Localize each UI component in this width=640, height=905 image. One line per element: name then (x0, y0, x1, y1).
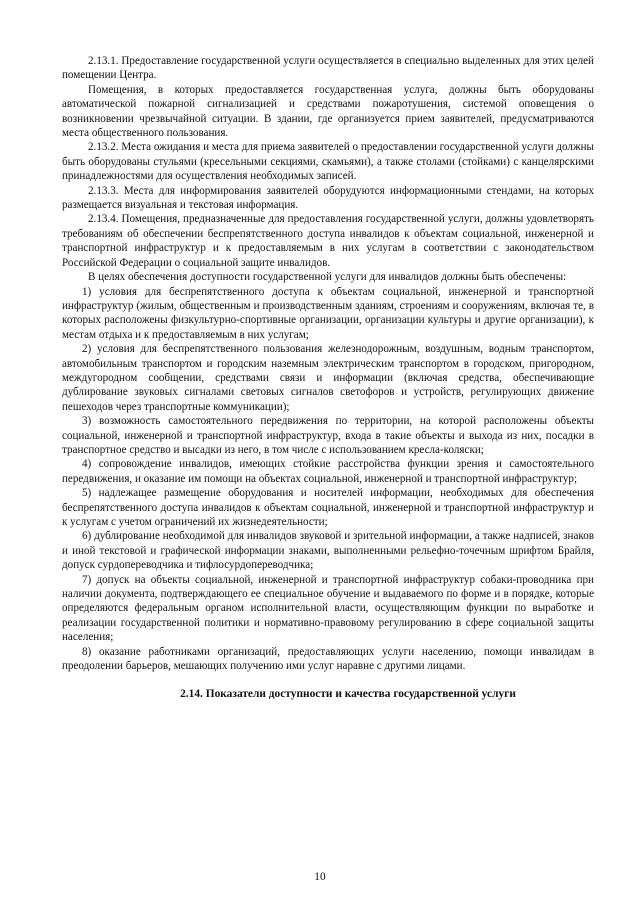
paragraph-2-13-3: 2.13.3. Места для информирования заявителей оборудуются информационными стендами, на которых размещается визуальная и текстовая информация. (62, 184, 594, 212)
list-item: 2) условия для беспрепятственного пользования железнодорожным, воздушным, водным транспортом, автомобильным транспортом и городским наземным электрическим транспортом в городском, пригородном, междугородном сообщении, средствами связи и информации (включая средства, обеспечивающие дублирование звуковых сигналами световых сигналов светофоров и устройств, регулирующих движение пешеходов через транспортные коммуникации); (62, 343, 594, 413)
paragraph-2-13-1: 2.13.1. Предоставление государственной услуги осуществляется в специально выделенных для этих целей помещении Центра. (62, 55, 594, 82)
paragraph-accessibility-intro: В целях обеспечения доступности государственной услуги для инвалидов должны быть обеспечены: (88, 271, 567, 284)
document-page (62, 54, 594, 702)
list-item: 6) дублирование необходимой для инвалидов звуковой и зрительной информации, а также надписей, знаков и иной текстовой и графической информации знаками, выполненными рельефно-точечным шрифтом Брайля, допуск сурдопереводчика и тифлосурдопереводчика; (62, 530, 594, 572)
paragraph-2-13-2: 2.13.2. Места ожидания и места для приема заявителей о предоставлении государственной услуги должны быть оборудованы стульями (кресельными секциями, скамьями), а также столами (стойками) с канцелярскими принадлежностями для осуществления необходимых записей. (62, 141, 594, 183)
list-item: 8) оказание работниками организаций, предоставляющих услуги населению, помощи инвалидам в преодолении барьеров, мешающих получению ими услуг наравне с другими лицами. (62, 645, 594, 673)
list-item: 4) сопровождение инвалидов, имеющих стойкие расстройства функции зрения и самостоятельного передвижения, и оказание им помощи на объектах социальной, инженерной и транспортной инфраструктур; (62, 458, 594, 485)
list-item: 3) возможность самостоятельного передвижения по территории, на которой расположены объекты социальной, инженерной и транспортной инфраструктур, входа в такие объекты и выхода из них, посадки в транспортное средство и высадки из него, в том числе с использованием кресла-коляски; (62, 415, 594, 456)
paragraph-premises-equipment: Помещения, в которых предоставляется государственная услуга, должны быть оборудованы автоматической пожарной сигнализацией и средствами пожаротушения, системой оповещения о возникновении чрезвычайной ситуации. В здании, где организуется прием заявителей, предусматриваются места общественного пользования. (62, 83, 594, 140)
list-item: 7) допуск на объекты социальной, инженерной и транспортной инфраструктур собаки-проводника при наличии документа, подтверждающего ее специальное обучение и выдаваемого по форме и в порядке, которые определяются федеральным органом исполнительной власти, осуществляющим функции по выработке и реализации государственной политики и нормативно-правовому регулированию в сфере социальной защиты населения; (62, 573, 594, 644)
page-number: 10 (314, 871, 326, 883)
list-item: 5) надлежащее размещение оборудования и носителей информации, необходимых для обеспечения беспрепятственного доступа инвалидов к объектам социальной, инженерной и транспортной инфраструктур и к услугам с учетом ограничений их жизнедеятельности; (62, 487, 594, 528)
paragraph-2-13-4: 2.13.4. Помещения, предназначенные для предоставления государственной услуги, должны удовлетворять требованиям об обеспечении беспрепятственного доступа инвалидов к объектам социальной, инженерной и транспортной инфраструктур и к предоставляемым в них услугам в соответствии с законодательством Российской Федерации о социальной защите инвалидов. (62, 213, 594, 269)
list-item: 1) условия для беспрепятственного доступа к объектам социальной, инженерной и транспортной инфраструктур (жилым, общественным и производственным зданиям, строениям и сооружениям, включая те, в которых расположены физкультурно-спортивные организации, организации культуры и другие организации), к местам отдыха и к предоставляемым в них услугам; (62, 285, 594, 341)
section-heading: 2.14. Показатели доступности и качества государственной услуги (180, 688, 516, 701)
